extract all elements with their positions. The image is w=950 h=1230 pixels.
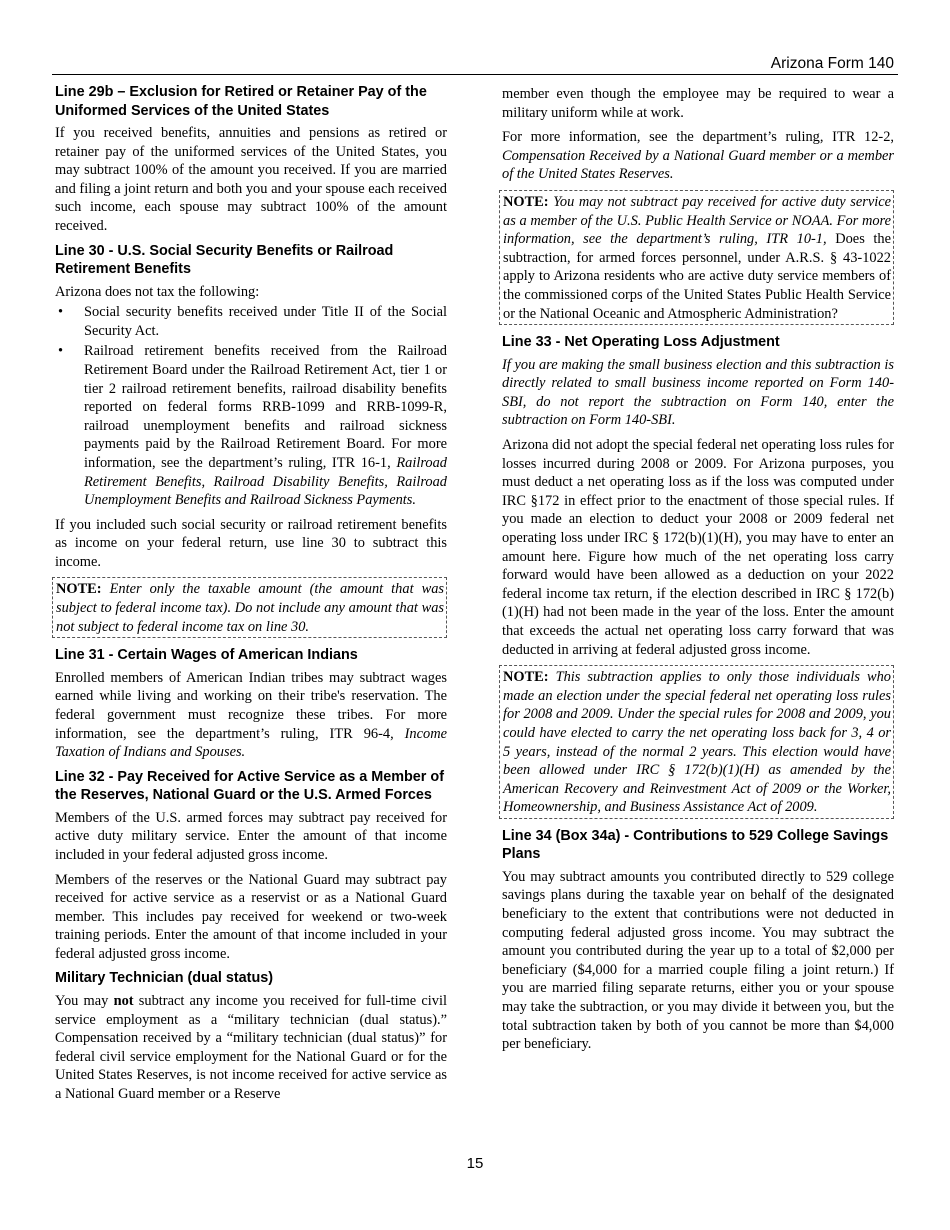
left-column (55, 83, 447, 1110)
note-label: NOTE: (503, 669, 549, 686)
right-column (502, 85, 894, 1060)
line-30-list (55, 303, 447, 510)
line-33-italic-paragraph: If you are making the small business election and this subtraction is directly related to small business income reported on Form 140-SBI, do not report the subtraction on Form 140, enter the subtraction on Form 140-SBI. (502, 356, 894, 429)
line-33-heading: Line 33 - Net Operating Loss Adjustment (502, 334, 780, 351)
line-34-heading: Line 34 (Box 34a) - Contributions to 529 College Savings Plans (502, 827, 889, 863)
military-technician-paragraph: You may not subtract any income you received for full-time civil service employment as a “military technician (dual status).” Compensation received by a “military technician (dual status)” for federal civil service employment for the National Guard or for the United States Reserves, is not income received for active service as a National Guard member or a Reserve (55, 992, 447, 1102)
header-rule (52, 74, 898, 75)
list-item: • Railroad retirement benefits received from the Railroad Retirement Board under the Railroad Retirement Act, tier 1 or tier 2 railroad retirement benefits, railroad disability benefits reported on federal forms RRB-1099 and RRB-1099-R, railroad unemployment benefits and railroad sickness payments paid by the Railroad Retirement Board. For more information, see the department’s ruling, ITR 16-1, Railroad Retirement Benefits, Railroad Disability Benefits, Railroad Unemployment Benefits and Railroad Sickness Payments. (55, 342, 447, 509)
note-box (499, 665, 894, 819)
line-29b-heading: Line 29b – Exclusion for Retired or Retainer Pay of the Uniformed Services of the United States (55, 84, 427, 119)
military-technician-ruling: For more information, see the department’s ruling, ITR 12-2, Compensation Received by a National Guard member or a member of the United States Reserves. (502, 129, 894, 183)
line-31-paragraph: Enrolled members of American Indian tribes may subtract wages earned while living and working on their tribe's reservation. The federal government must recognize these tribes. For more information, see the department’s ruling, ITR 96-4, Income Taxation of Indians and Spouses. (55, 669, 447, 761)
page-number: 15 (466, 1155, 484, 1172)
line-30-paragraph: If you included such social security or railroad retirement benefits as income on your federal return, use line 30 to subtract this income. (55, 516, 447, 570)
note-text: Does the subtraction, for armed forces personnel, under A.R.S. § 43-1022 apply to Arizona residents who are active duty service members of the commissioned corps of the United States Public Health Service or the National Oceanic and Atmospheric Administration? (503, 231, 891, 322)
military-technician-continued: member even though the employee may be required to wear a military uniform while at work. (502, 86, 894, 121)
note-text-italic: You may not subtract pay received for active duty service as a member of the U.S. Public Health Service or NOAA. For more information, see the department’s ruling, ITR 10-1, (503, 193, 891, 248)
line-30-heading: Line 30 - U.S. Social Security Benefits or Railroad Retirement Benefits (55, 242, 394, 278)
line-32-paragraph-1: Members of the U.S. armed forces may subtract pay received for active duty military service. Enter the amount of that income included in your federal adjusted gross income. (55, 809, 447, 863)
line-34-paragraph: You may subtract amounts you contributed directly to 529 college savings plans during the taxable year on behalf of the designated beneficiary to the extent that contributions were not deducted in computing federal adjusted gross income. You may subtract the amount you contributed during the year up to a total of $2,000 per beneficiary ($4,000 for a married couple filing a joint return.) If you are married filing separate returns, either you or your spouse may take the subtraction, or you may divide it between you, but the total subtraction taken by both of you cannot be more than $4,000 per beneficiary. (502, 868, 894, 1053)
line-31-heading: Line 31 - Certain Wages of American Indians (55, 647, 358, 664)
line-32-paragraph-2: Members of the reserves or the National Guard may subtract pay received for active service as a reservist or as a National Guard member. This includes pay received for weekend or two-week training periods. Enter the amount of that income included in your federal adjusted gross income. (55, 871, 447, 962)
line-30-intro: Arizona does not tax the following: (55, 283, 260, 300)
note-box (52, 577, 447, 638)
military-technician-heading: Military Technician (dual status) (55, 970, 274, 987)
note-box (499, 190, 894, 325)
note-text: This subtraction applies to only those individuals who made an election under the special federal net operating loss rules for 2008 and 2009. Under the special rules for 2008 and 2009, you could have elected to carry the net operating loss back for 3, 4 or 5 years, instead of the normal 2 years. This election would have been allowed under IRC § 172(b)(1)(H) as amended by the American Recovery and Reinvestment Act of 2009 or the Worker, Homeownership, and Business Assistance Act of 2009. (503, 669, 891, 816)
note-text: Enter only the taxable amount (the amount that was subject to federal income tax). Do not include any amount that was not subject to federal income tax on line 30. (56, 581, 444, 635)
line-33-paragraph: Arizona did not adopt the special federal net operating loss rules for losses incurred during 2008 or 2009. For Arizona purposes, you must deduct a net operating loss as if the loss was computed under IRC §172 in effect prior to the enactment of those special rules. If you made an election to deduct your 2008 or 2009 federal net operating loss under IRC § 172(b)(1)(H), you may have to enter an amount here. Figure how much of the net operating loss carry forward would have been allowed as a deduction on your 2022 federal income tax return, if the election described in IRC § 172(b)(1)(H) had not been made in the year of the loss. Enter the amount that exceeds the actual net operating loss carry forward that was deducted in arriving at federal adjusted gross income. (502, 437, 894, 658)
line-29b-paragraph: If you received benefits, annuities and pensions as retired or retainer pay of the uniformed services of the United States, you may subtract 100% of the amount you received. If you are married and filing a joint return and both you and your spouse each received such income, each spouse may subtract 100% of the amount received. (55, 125, 447, 234)
line-32-heading: Line 32 - Pay Received for Active Service as a Member of the Reserves, National Guard or the U.S. Armed Forces (55, 768, 444, 804)
note-label: NOTE: (56, 581, 102, 598)
list-item: • Social security benefits received under Title II of the Social Security Act. (55, 303, 447, 340)
form-title: Arizona Form 140 (770, 55, 894, 72)
note-label: NOTE: (503, 193, 549, 210)
